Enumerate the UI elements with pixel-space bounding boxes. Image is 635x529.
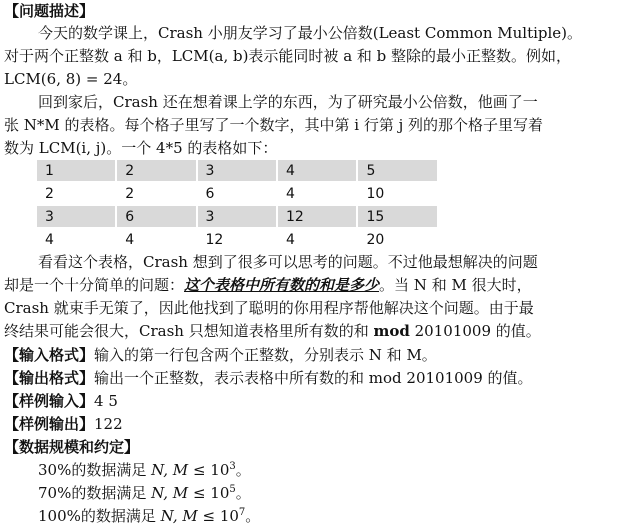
constraint-exp: 5 — [229, 484, 236, 495]
table-row — [36, 182, 438, 205]
paragraph-line: 今天的数学课上，Crash 小朋友学习了最小公倍数(Least Common Multiple)。 — [38, 24, 583, 42]
constraint-rel: ≤ 10 — [188, 484, 230, 502]
constraint-rel: ≤ 10 — [197, 507, 239, 525]
section-label: 【输出格式】 — [4, 369, 95, 387]
constraint-item — [38, 482, 251, 504]
constraint-vars: N, M — [160, 507, 198, 525]
table-cell: 10 — [357, 182, 438, 205]
table-cell: 12 — [197, 228, 277, 251]
paragraph-line: 张 N*M 的表格。每个格子里写了一个数字，其中第 i 行第 j 列的那个格子里写着 — [4, 116, 544, 134]
table-cell: 1 — [36, 159, 116, 182]
section-text: 输入的第一行包含两个正整数，分别表示 N 和 M。 — [94, 346, 437, 364]
constraint-rel: ≤ 10 — [188, 461, 230, 479]
constraint-text: 70%的数据满足 — [38, 484, 152, 502]
table-cell: 6 — [116, 205, 196, 228]
section-label: 【样例输入】 — [4, 392, 95, 410]
constraint-exp: 7 — [238, 507, 246, 518]
table-cell: 4 — [277, 182, 357, 205]
paragraph-line: 对于两个正整数 a 和 b，LCM(a, b)表示能同时被 a 和 b 整除的最小正整数。例如， — [4, 47, 572, 65]
section-label: 【样例输出】 — [4, 415, 95, 433]
section-text: 122 — [94, 415, 123, 433]
constraint-end: 。 — [235, 461, 251, 479]
constraint-end: 。 — [245, 507, 261, 525]
section-label: 【输入格式】 — [4, 346, 95, 364]
text-run: 。当 N 和 M 很大时， — [379, 276, 532, 294]
text-run: 却是一个十分简单的问题： — [4, 276, 185, 294]
table-cell: 3 — [197, 159, 277, 182]
paragraph-line: 看看这个表格，Crash 想到了很多可以思考的问题。不过他最想解决的问题 — [38, 253, 538, 271]
section-text: 输出一个正整数，表示表格中所有数的和 mod 20101009 的值。 — [94, 369, 533, 387]
constraint-exp: 3 — [229, 461, 236, 472]
constraint-end: 。 — [235, 484, 251, 502]
paragraph-line — [4, 274, 532, 296]
paragraph-line: 回到家后，Crash 还在想着课上学的东西，为了研究最小公倍数，他画了一 — [38, 93, 538, 111]
paragraph-line — [4, 320, 541, 342]
constraints-heading: 【数据规模和约定】 — [4, 438, 140, 456]
table-cell: 3 — [36, 205, 116, 228]
constraint-item — [38, 505, 260, 527]
table-cell: 6 — [197, 182, 277, 205]
constraint-vars: N, M — [151, 484, 189, 502]
table-cell: 2 — [116, 182, 196, 205]
table-cell: 5 — [357, 159, 438, 182]
paragraph-line: 数为 LCM(i, j)。一个 4*5 的表格如下： — [4, 139, 278, 157]
section-text: 4 5 — [94, 392, 118, 410]
paragraph-line: LCM(6, 8) = 24。 — [4, 70, 138, 88]
text-run: 终结果可能会很大，Crash 只想知道表格里所有数的和 — [4, 322, 374, 340]
table-cell: 20 — [357, 228, 438, 251]
table-cell: 15 — [357, 205, 438, 228]
table-cell: 4 — [277, 228, 357, 251]
table-row — [36, 159, 438, 182]
mod-keyword: mod — [373, 322, 410, 340]
table-cell: 3 — [197, 205, 277, 228]
table-cell: 2 — [116, 159, 196, 182]
constraint-item — [38, 459, 251, 481]
table-row — [36, 228, 438, 251]
table-row — [36, 205, 438, 228]
text-run: 20101009 的值。 — [409, 322, 541, 340]
table-cell: 4 — [36, 228, 116, 251]
lcm-table — [36, 159, 438, 251]
paragraph-line: Crash 就束手无策了，因此他找到了聪明的你用程序帮他解决这个问题。由于最 — [4, 299, 534, 317]
table-cell: 4 — [116, 228, 196, 251]
input-format — [4, 344, 437, 366]
constraint-vars: N, M — [151, 461, 189, 479]
output-format — [4, 367, 533, 389]
emphasized-question: 这个表格中所有数的和是多少 — [184, 276, 380, 294]
sample-input — [4, 390, 118, 412]
table-cell: 2 — [36, 182, 116, 205]
problem-heading: 【问题描述】 — [4, 2, 95, 20]
table-cell: 4 — [277, 159, 357, 182]
constraint-text: 100%的数据满足 — [38, 507, 161, 525]
constraint-text: 30%的数据满足 — [38, 461, 152, 479]
table-cell: 12 — [277, 205, 357, 228]
sample-output — [4, 413, 123, 435]
